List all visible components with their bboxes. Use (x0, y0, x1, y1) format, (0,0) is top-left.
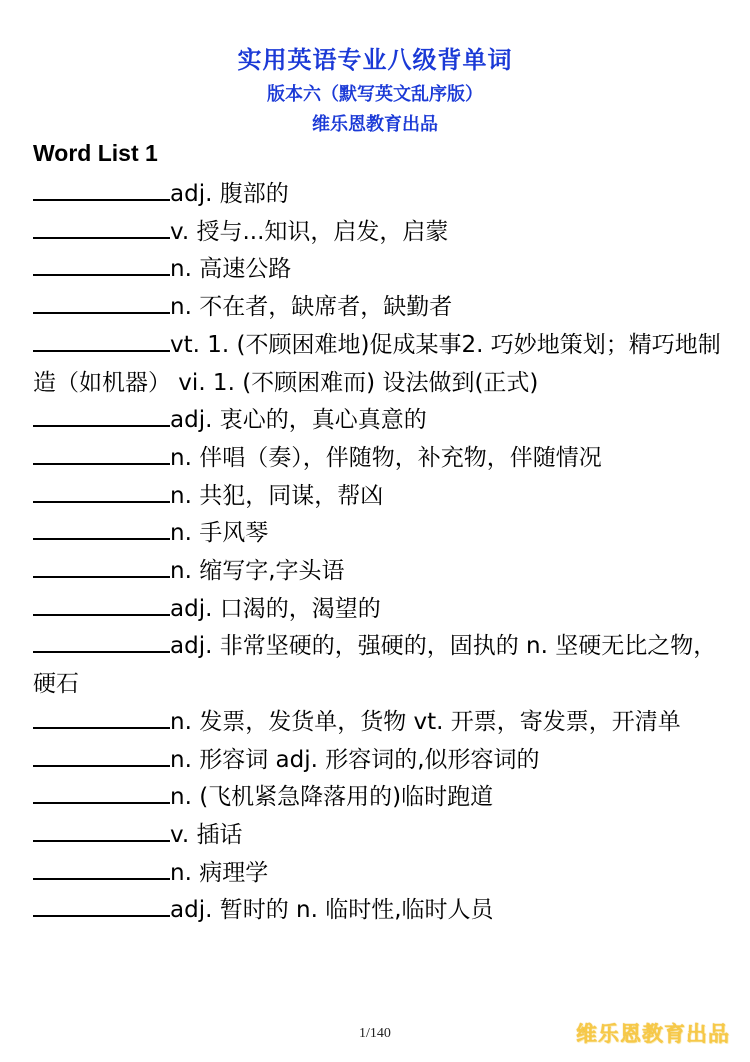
entry-definition: n. 伴唱（奏），伴随物，补充物，伴随情况 (170, 444, 602, 471)
entry-definition: v. 授与...知识，启发，启蒙 (170, 218, 449, 245)
answer-blank[interactable] (33, 856, 170, 880)
word-entry (33, 440, 723, 478)
answer-blank[interactable] (33, 290, 170, 314)
answer-blank[interactable] (33, 252, 170, 276)
word-entry (33, 779, 723, 817)
entry-definition: n. 病理学 (170, 859, 269, 886)
answer-blank[interactable] (33, 177, 170, 201)
word-entry (33, 402, 723, 440)
document-header (0, 40, 750, 140)
watermark-logo: 维乐恩教育出品 (576, 1022, 730, 1046)
entry-definition: n. 缩写字,字头语 (170, 558, 345, 585)
answer-blank[interactable] (33, 479, 170, 503)
entry-definition: n. 不在者，缺席者，缺勤者 (170, 294, 453, 321)
entry-definition: n. 形容词 adj. 形容词的,似形容词的 (170, 746, 540, 773)
answer-blank[interactable] (33, 554, 170, 578)
entry-definition: n. (飞机紧急降落用的)临时跑道 (170, 784, 494, 811)
answer-blank[interactable] (33, 629, 170, 653)
word-entries-list (33, 176, 723, 930)
entry-definition: adj. 衷心的，真心真意的 (170, 407, 427, 434)
document-title: 实用英语专业八级背单词 (237, 46, 513, 74)
entry-definition: n. 手风琴 (170, 520, 269, 547)
answer-blank[interactable] (33, 780, 170, 804)
entry-definition: n. 发票，发货单，货物 vt. 开票，寄发票，开清单 (170, 708, 681, 735)
answer-blank[interactable] (33, 592, 170, 616)
entry-definition: adj. 口渴的，渴望的 (170, 595, 381, 622)
answer-blank[interactable] (33, 403, 170, 427)
word-entry (33, 251, 723, 289)
answer-blank[interactable] (33, 441, 170, 465)
answer-blank[interactable] (33, 328, 170, 352)
answer-blank[interactable] (33, 893, 170, 917)
answer-blank[interactable] (33, 215, 170, 239)
publisher-line: 维乐恩教育出品 (312, 114, 438, 135)
entry-definition: adj. 暂时的 n. 临时性,临时人员 (170, 897, 494, 924)
word-entry (33, 591, 723, 629)
word-entry (33, 289, 723, 327)
answer-blank[interactable] (33, 818, 170, 842)
entry-definition: adj. 腹部的 (170, 181, 289, 207)
word-entry (33, 628, 723, 703)
entry-definition: n. 高速公路 (170, 256, 292, 283)
entry-definition: adj. 非常坚硬的，强硬的，固执的 n. 坚硬无比之物，硬石 (33, 633, 717, 698)
document-subtitle: 版本六（默写英文乱序版） (267, 84, 483, 105)
answer-blank[interactable] (33, 743, 170, 767)
page-number: 1/140 (359, 1026, 391, 1041)
word-entry (33, 515, 723, 553)
word-entry (33, 327, 723, 402)
word-entry (33, 704, 723, 742)
word-entry (33, 742, 723, 780)
word-entry (33, 176, 723, 214)
entry-definition: vt. 1. (不顾困难地)促成某事2. 巧妙地策划；精巧地制造（如机器） vi. 1. (不顾困难而) 设法做到(正式) (33, 331, 721, 396)
word-entry (33, 553, 723, 591)
entry-definition: v. 插话 (170, 821, 243, 848)
answer-blank[interactable] (33, 516, 170, 540)
word-entry (33, 214, 723, 252)
word-entry (33, 855, 723, 893)
entry-definition: n. 共犯，同谋，帮凶 (170, 482, 384, 509)
word-entry (33, 817, 723, 855)
word-entry (33, 892, 723, 930)
answer-blank[interactable] (33, 705, 170, 729)
word-list-title: Word List 1 (33, 140, 158, 166)
word-entry (33, 478, 723, 516)
